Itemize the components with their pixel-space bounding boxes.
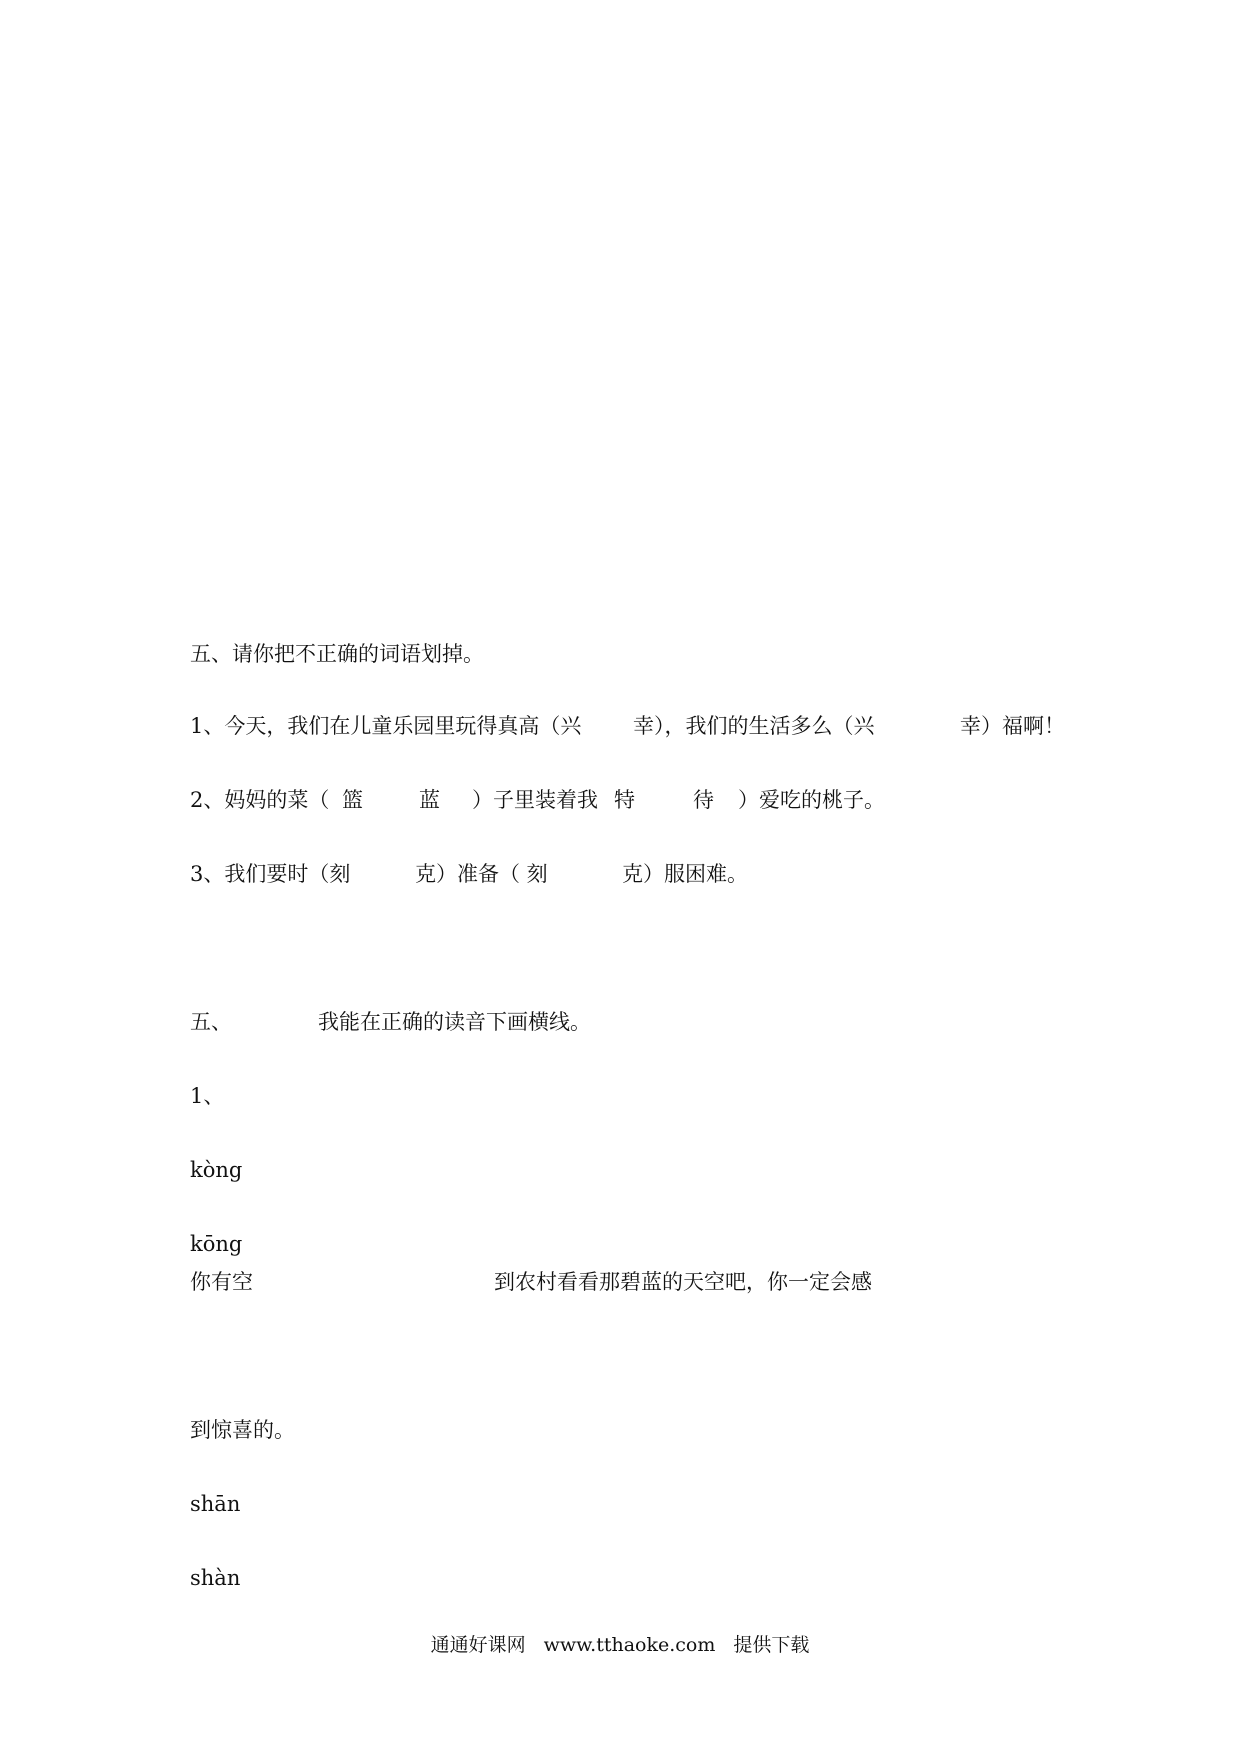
q1-part1: 1、今天，我们在儿童乐园里玩得真高（兴: [190, 714, 582, 738]
footer-url: www.tthaoke.com: [543, 1634, 716, 1656]
question-1: [190, 712, 1090, 740]
pinyin-shan1: shān: [190, 1492, 241, 1516]
item-1-number: 1、: [190, 1084, 225, 1108]
q2-part1: 2、妈妈的菜（: [190, 788, 330, 812]
pinyin-kong4: kòng: [190, 1158, 243, 1182]
footer-site-name: 通通好课网: [430, 1634, 526, 1656]
q2-part2: ）子里装着我: [472, 788, 598, 812]
section-5b-title: 我能在正确的读音下画横线。: [318, 1010, 591, 1034]
item-1-sentence: [190, 1268, 1090, 1296]
question-3: [190, 860, 1090, 888]
q2-option-4: 待: [693, 788, 714, 812]
q2-option-2: 蓝: [419, 788, 440, 812]
q1-part3: 幸）福啊！: [960, 714, 1065, 738]
section-5a-heading: 五、请你把不正确的词语划掉。: [190, 642, 484, 666]
page-footer: [0, 1632, 1240, 1658]
q1-part2: 幸），我们的生活多么（兴: [633, 714, 875, 738]
sentence-continuation: 到惊喜的。: [190, 1418, 295, 1442]
sentence-part-2: 到农村看看那碧蓝的天空吧，你一定会感: [494, 1270, 872, 1294]
pinyin-shan4: shàn: [190, 1566, 241, 1590]
footer-suffix: 提供下载: [733, 1634, 810, 1656]
section-5b-number: 五、: [190, 1010, 232, 1034]
q2-option-3: 特: [614, 788, 635, 812]
pinyin-kong1: kōng: [190, 1232, 243, 1256]
q2-part3: ）爱吃的桃子。: [738, 788, 885, 812]
question-2: [190, 786, 1090, 814]
q3-part1: 3、我们要时（刻: [190, 862, 351, 886]
q3-part2: 克）准备（ 刻: [415, 862, 548, 886]
q3-part3: 克）服困难。: [622, 862, 748, 886]
section-5b-heading: [190, 1008, 1090, 1036]
q2-option-1: 篮: [342, 788, 363, 812]
sentence-part-1: 你有空: [190, 1270, 253, 1294]
